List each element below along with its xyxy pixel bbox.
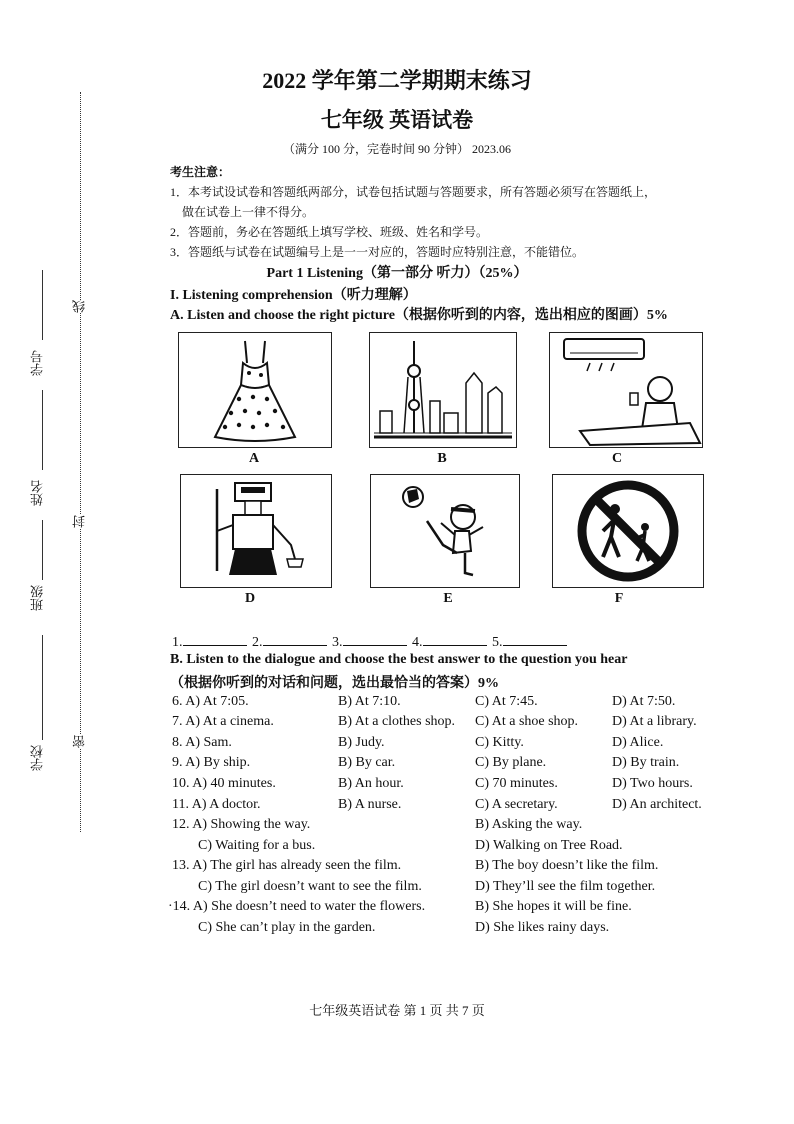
no-walking-sign-icon [553, 475, 703, 587]
margin-label-school: 学校 [30, 745, 45, 771]
question-option: C) At 7:45. [475, 694, 538, 709]
picture-b [369, 332, 517, 448]
exam-info: （满分 100 分，完卷时间 90 分钟） 2023.06 [282, 142, 511, 156]
blank-number: 4. [412, 635, 423, 650]
question-option: 8. A) Sam. [172, 735, 232, 750]
picture-label-a: A [248, 451, 260, 466]
picture-f [552, 474, 704, 588]
picture-d [180, 474, 332, 588]
margin-label-line: 线 [72, 300, 87, 313]
blank-number: 3. [332, 635, 343, 650]
robot-cleaner-icon [181, 475, 331, 587]
school-line [42, 635, 43, 740]
question-option: 12. A) Showing the way. [172, 817, 311, 832]
picture-e [370, 474, 520, 588]
question-option: C) At a shoe shop. [475, 714, 579, 729]
question-option: B) An hour. [338, 776, 404, 791]
page-footer: 七年级英语试卷 第 1 页 共 7 页 [309, 1003, 485, 1018]
boy-kicking-ball-icon [371, 475, 519, 587]
section-b-heading-cn: （根据你听到的对话和问题，选出最恰当的答案）9% [170, 676, 499, 691]
dress-icon [179, 333, 331, 447]
binding-dotted-line [80, 92, 81, 832]
margin-label-seal: 封 [72, 515, 87, 528]
answer-blank-3[interactable] [343, 632, 407, 646]
note-item: 3．答题纸与试卷在试题编号上是一一对应的，答题时应特别注意，不能错位。 [170, 245, 585, 259]
picture-label-f: F [614, 591, 624, 606]
question-option: B) At a clothes shop. [338, 714, 456, 729]
section-b-heading: B. Listen to the dialogue and choose the best answer to the question you hear [170, 652, 628, 667]
notes-block [170, 162, 730, 262]
note-item: 1．本考试设试卷和答题纸两部分，试卷包括试题与答题要求，所有答题必须写在答题纸上， [170, 185, 657, 199]
question-option: B) By car. [338, 755, 396, 770]
question-option: C) Waiting for a bus. [198, 838, 316, 853]
question-option: C) 70 minutes. [475, 776, 558, 791]
question-option: C) By plane. [475, 755, 547, 770]
note-item: 做在试卷上一律不得分。 [182, 205, 315, 219]
picture-label-c: C [611, 451, 623, 466]
picture-label-e: E [443, 591, 453, 606]
question-option: B) Judy. [338, 735, 385, 750]
question-option: 6. A) At 7:05. [172, 694, 249, 709]
question-option: D) She likes rainy days. [475, 920, 610, 935]
question-option: 10. A) 40 minutes. [172, 776, 276, 791]
question-option: C) A secretary. [475, 797, 558, 812]
exam-subtitle: 七年级 英语试卷 [320, 108, 474, 132]
picture-c [549, 332, 703, 448]
blank-number: 1. [172, 635, 183, 650]
question-option: B) She hopes it will be fine. [475, 899, 632, 914]
part-heading: Part 1 Listening（第一部分 听力）（25%） [266, 266, 528, 281]
answer-blank-4[interactable] [423, 632, 487, 646]
question-option: ·14. A) She doesn’t need to water the flowers. [168, 899, 426, 914]
section-a-heading: A. Listen and choose the right picture（根据你听到的内容，选出相应的图画）5% [170, 308, 668, 323]
answer-blank-5[interactable] [503, 632, 567, 646]
question-option: 13. A) The girl has already seen the film. [172, 858, 402, 873]
exam-title: 2022 学年第二学期期末练习 [262, 68, 532, 93]
question-option: D) At a library. [612, 714, 697, 729]
air-conditioner-icon [550, 333, 702, 447]
margin-label-class: 班级 [30, 585, 45, 611]
question-option: D) At 7:50. [612, 694, 676, 709]
question-option: 9. A) By ship. [172, 755, 251, 770]
question-option: B) The boy doesn’t like the film. [475, 858, 659, 873]
city-skyline-icon [370, 333, 516, 447]
section-i-heading: I. Listening comprehension（听力理解） [170, 288, 417, 303]
picture-label-d: D [244, 591, 256, 606]
blank-number: 5. [492, 635, 503, 650]
question-option: B) Asking the way. [475, 817, 583, 832]
question-option: D) By train. [612, 755, 680, 770]
question-option: C) The girl doesn’t want to see the film. [198, 879, 422, 894]
name-line [42, 390, 43, 470]
question-option: B) At 7:10. [338, 694, 401, 709]
note-item: 2．答题前，务必在答题纸上填写学校、班级、姓名和学号。 [170, 225, 489, 239]
margin-label-student-number: 学号 [30, 350, 45, 376]
question-option: D) They’ll see the film together. [475, 879, 656, 894]
question-option: D) Walking on Tree Road. [475, 838, 623, 853]
question-option: C) She can’t play in the garden. [198, 920, 376, 935]
blank-number: 2. [252, 635, 263, 650]
notes-heading: 考生注意： [170, 165, 231, 179]
question-option: D) An architect. [612, 797, 702, 812]
question-option: B) A nurse. [338, 797, 402, 812]
question-option: 11. A) A doctor. [172, 797, 261, 812]
question-option: 7. A) At a cinema. [172, 714, 274, 729]
answer-blank-2[interactable] [263, 632, 327, 646]
question-option: C) Kitty. [475, 735, 524, 750]
question-option: D) Two hours. [612, 776, 693, 791]
class-line [42, 520, 43, 580]
answer-blanks [172, 632, 569, 651]
margin-label-name: 姓名 [30, 480, 45, 506]
margin-label-sealed: 密 [72, 735, 87, 748]
picture-a [178, 332, 332, 448]
answer-blank-1[interactable] [183, 632, 247, 646]
question-option: D) Alice. [612, 735, 664, 750]
picture-label-b: B [437, 451, 447, 466]
